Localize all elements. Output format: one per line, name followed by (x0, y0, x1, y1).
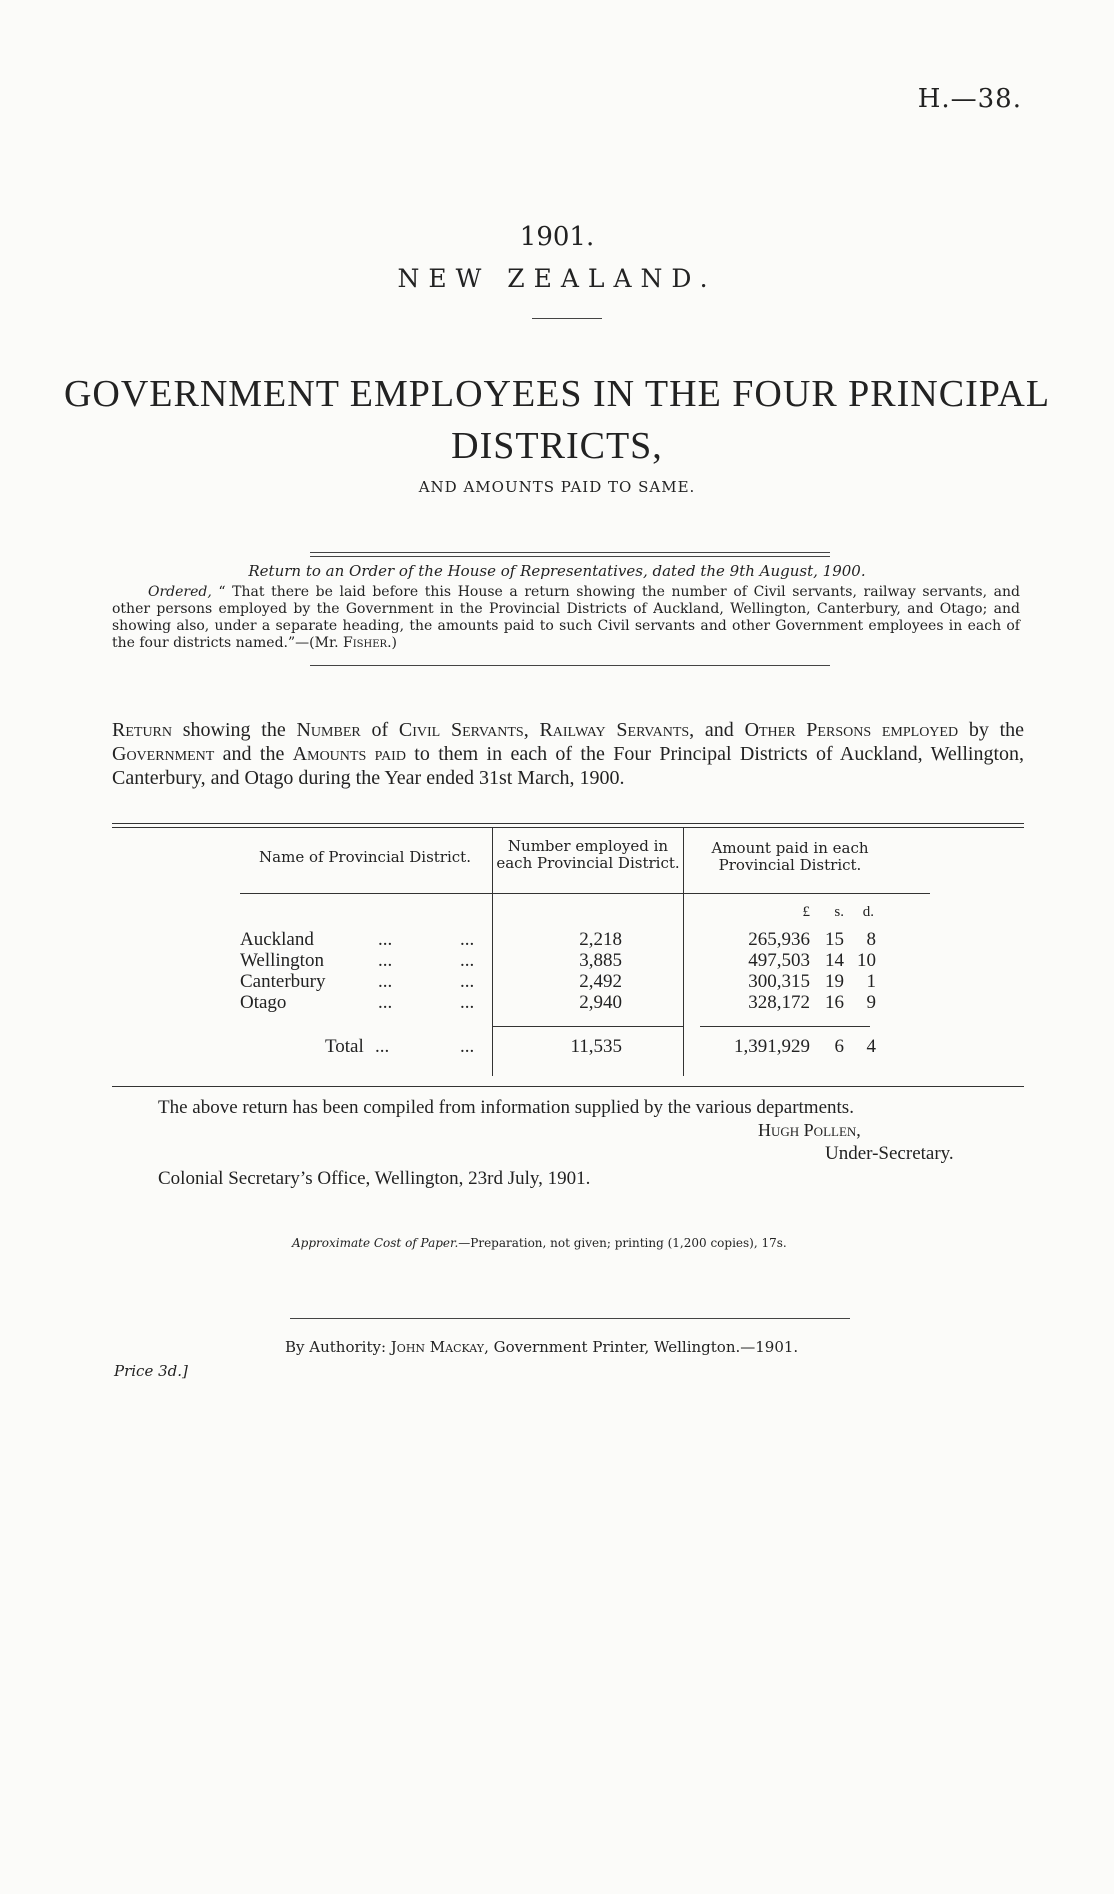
amount-pence: 8 (866, 929, 876, 950)
country-heading: NEW ZEALAND. (397, 264, 717, 293)
column-header-district: Name of Provincial District. (259, 848, 471, 866)
table-top-rule (112, 823, 1024, 824)
rd-sc: Amounts paid (292, 743, 406, 765)
amount-shillings: 19 (825, 971, 844, 992)
page-title-line2: DISTRICTS, (451, 425, 663, 467)
currency-pence: d. (862, 904, 874, 920)
column-header-number (494, 838, 682, 872)
ordered-label: Ordered, (148, 584, 212, 600)
total-label: Total (325, 1036, 364, 1057)
office-date: Colonial Secretary’s Office, Wellington, 23rd July, 1901. (158, 1168, 591, 1189)
rd-text: by the (958, 719, 1025, 741)
authority-rest: , Government Printer, Wellington.—1901. (484, 1338, 799, 1356)
total-pence: 4 (866, 1036, 876, 1057)
leader-dots: ... (378, 950, 393, 971)
amount-shillings: 14 (825, 950, 844, 971)
amount-pounds: 265,936 (748, 929, 810, 950)
table-top-rule (112, 827, 1024, 828)
rd-sc: Number (296, 719, 361, 741)
header-rule (240, 893, 930, 894)
district-name: Auckland (240, 929, 314, 950)
ordered-body: “ That there be laid before this House a return showing the number of Civil servants, railway servants, and other persons employed by the Government in the Provincial Districts of Auckland, Wellington, Canterbury, and Otago; and showing also, under a separate heading, the amounts paid to such Civil servants and other Government employees in each of the four districts named.”—(Mr. (112, 584, 1020, 651)
order-text (112, 584, 1020, 652)
leader-dots: ... (460, 1036, 475, 1057)
rd-text: and (694, 719, 745, 741)
printer-name: John Mackay (390, 1338, 485, 1356)
rd-lead: Return (112, 719, 173, 741)
total-shillings: 6 (834, 1036, 844, 1057)
document-year: 1901. (519, 222, 595, 252)
amount-pounds: 300,315 (748, 971, 810, 992)
divider (532, 318, 602, 319)
total-rule (700, 1026, 870, 1027)
leader-dots: ... (460, 950, 475, 971)
compilation-note: The above return has been compiled from information supplied by the various departments. (158, 1097, 854, 1118)
amount-pence: 9 (866, 992, 876, 1013)
total-count: 11,535 (570, 1036, 622, 1057)
total-rule (492, 1026, 683, 1027)
leader-dots: ... (378, 971, 393, 992)
leader-dots: ... (378, 992, 393, 1013)
table-bottom-rule (112, 1086, 1024, 1087)
rd-text: and the (214, 743, 293, 765)
divider (290, 1318, 850, 1319)
printing-cost (292, 1236, 787, 1250)
leader-dots: ... (378, 929, 393, 950)
rd-sc: Government (112, 743, 215, 765)
divider (310, 665, 830, 666)
employee-count: 2,940 (579, 992, 622, 1013)
column-rule (492, 828, 493, 1076)
divider (310, 552, 830, 553)
printer-authority (285, 1338, 798, 1356)
header-line: Provincial District. (718, 856, 862, 874)
mover-name: Fisher (343, 635, 388, 651)
leader-dots: ... (460, 971, 475, 992)
rd-sc: Other Persons employed (744, 719, 959, 741)
currency-shillings: s. (834, 904, 844, 920)
header-line: Number employed in (507, 837, 669, 855)
page-title-line1: GOVERNMENT EMPLOYEES IN THE FOUR PRINCIPAL (63, 373, 1051, 415)
column-rule (683, 828, 684, 1076)
authority-lead: By Authority: (285, 1338, 391, 1356)
signer-name: Hugh Pollen, (758, 1120, 861, 1140)
ordered-close: .) (387, 635, 398, 651)
leader-dots: ... (460, 929, 475, 950)
divider (310, 556, 830, 557)
total-pounds: 1,391,929 (734, 1036, 810, 1057)
cost-label: Approximate Cost of Paper. (292, 1236, 459, 1250)
price-label: Price 3d.] (114, 1362, 188, 1380)
cost-text: —Preparation, not given; printing (1,200 copies), 17s. (458, 1236, 787, 1250)
amount-pounds: 497,503 (748, 950, 810, 971)
order-heading: Return to an Order of the House of Representatives, dated the 9th August, 1900. (248, 562, 866, 580)
signer-title: Under-Secretary. (825, 1143, 954, 1164)
header-line: Amount paid in each (711, 839, 869, 857)
amount-shillings: 16 (825, 992, 844, 1013)
rd-text: of (360, 719, 399, 741)
employee-count: 2,492 (579, 971, 622, 992)
leader-dots: ... (460, 992, 475, 1013)
rd-text: showing the (172, 719, 297, 741)
amount-pence: 10 (857, 950, 876, 971)
employee-count: 3,885 (579, 950, 622, 971)
currency-pounds: £ (802, 904, 810, 920)
document-reference: H.—38. (917, 84, 1022, 114)
district-name: Wellington (240, 950, 324, 971)
leader-dots: ... (375, 1036, 390, 1057)
amount-pounds: 328,172 (748, 992, 810, 1013)
employee-count: 2,218 (579, 929, 622, 950)
header-line: each Provincial District. (496, 854, 680, 872)
amount-pence: 1 (866, 971, 876, 992)
rd-sc: Civil Servants, Railway Servants, (398, 719, 695, 741)
district-name: Otago (240, 992, 287, 1013)
district-name: Canterbury (240, 971, 326, 992)
return-description (112, 718, 1024, 790)
rd-text: to them in each of the Four Principal Districts of Auckland, Wellington, Canterbury, and Otago during the Year ended 31st March, 1900. (112, 743, 1025, 789)
amount-shillings: 15 (825, 929, 844, 950)
column-header-amount (690, 840, 890, 874)
page-subtitle: AND AMOUNTS PAID TO SAME. (418, 478, 696, 496)
